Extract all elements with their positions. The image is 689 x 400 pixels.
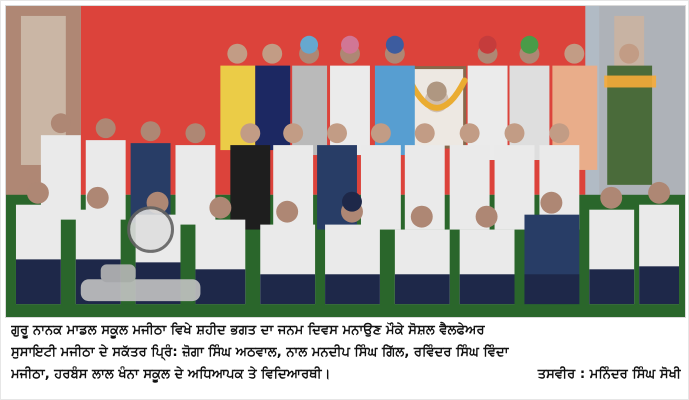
photo-illustration [6,6,685,317]
caption-line-1: ਗੁਰੂ ਨਾਨਕ ਮਾਡਲ ਸਕੂਲ ਮਜੀਠਾ ਵਿਖੇ ਸ਼ਹੀਦ ਭਗਤ ਦਾ ਜਨਮ ਦਿਵਸ ਮਨਾਉਣ ਮੌਕੇ ਸੋਸ਼ਲ ਵੈਲਫੇਅਰ [11,323,485,338]
caption-line-3 [11,364,681,386]
photo-credit: ਤਸਵੀਰ : ਮਨਿੰਦਰ ਸਿੰਘ ਸੋਖੀ [537,367,681,382]
caption-line-2: ਸੁਸਾਇਟੀ ਮਜੀਠਾ ਦੇ ਸਕੱਤਰ ਪ੍ਰਿੰ: ਜ਼ੋਗਾ ਸਿੰਘ ਅਠਵਾਲ, ਨਾਲ ਮਨਦੀਪ ਸਿੰਘ ਗਿੱਲ, ਰਵਿੰਦਰ ਸਿੰਘ ਵਿੰਦਾ [11,345,509,360]
photo-caption [11,320,681,398]
caption-line-3-text: ਮਜੀਠਾ, ਹਰਬੰਸ ਲਾਲ ਖੰਨਾ ਸਕੂਲ ਦੇ ਅਧਿਆਪਕ ਤੇ ਵਿਦਿਆਰਥੀ। [11,367,331,382]
group-photo [5,5,686,318]
